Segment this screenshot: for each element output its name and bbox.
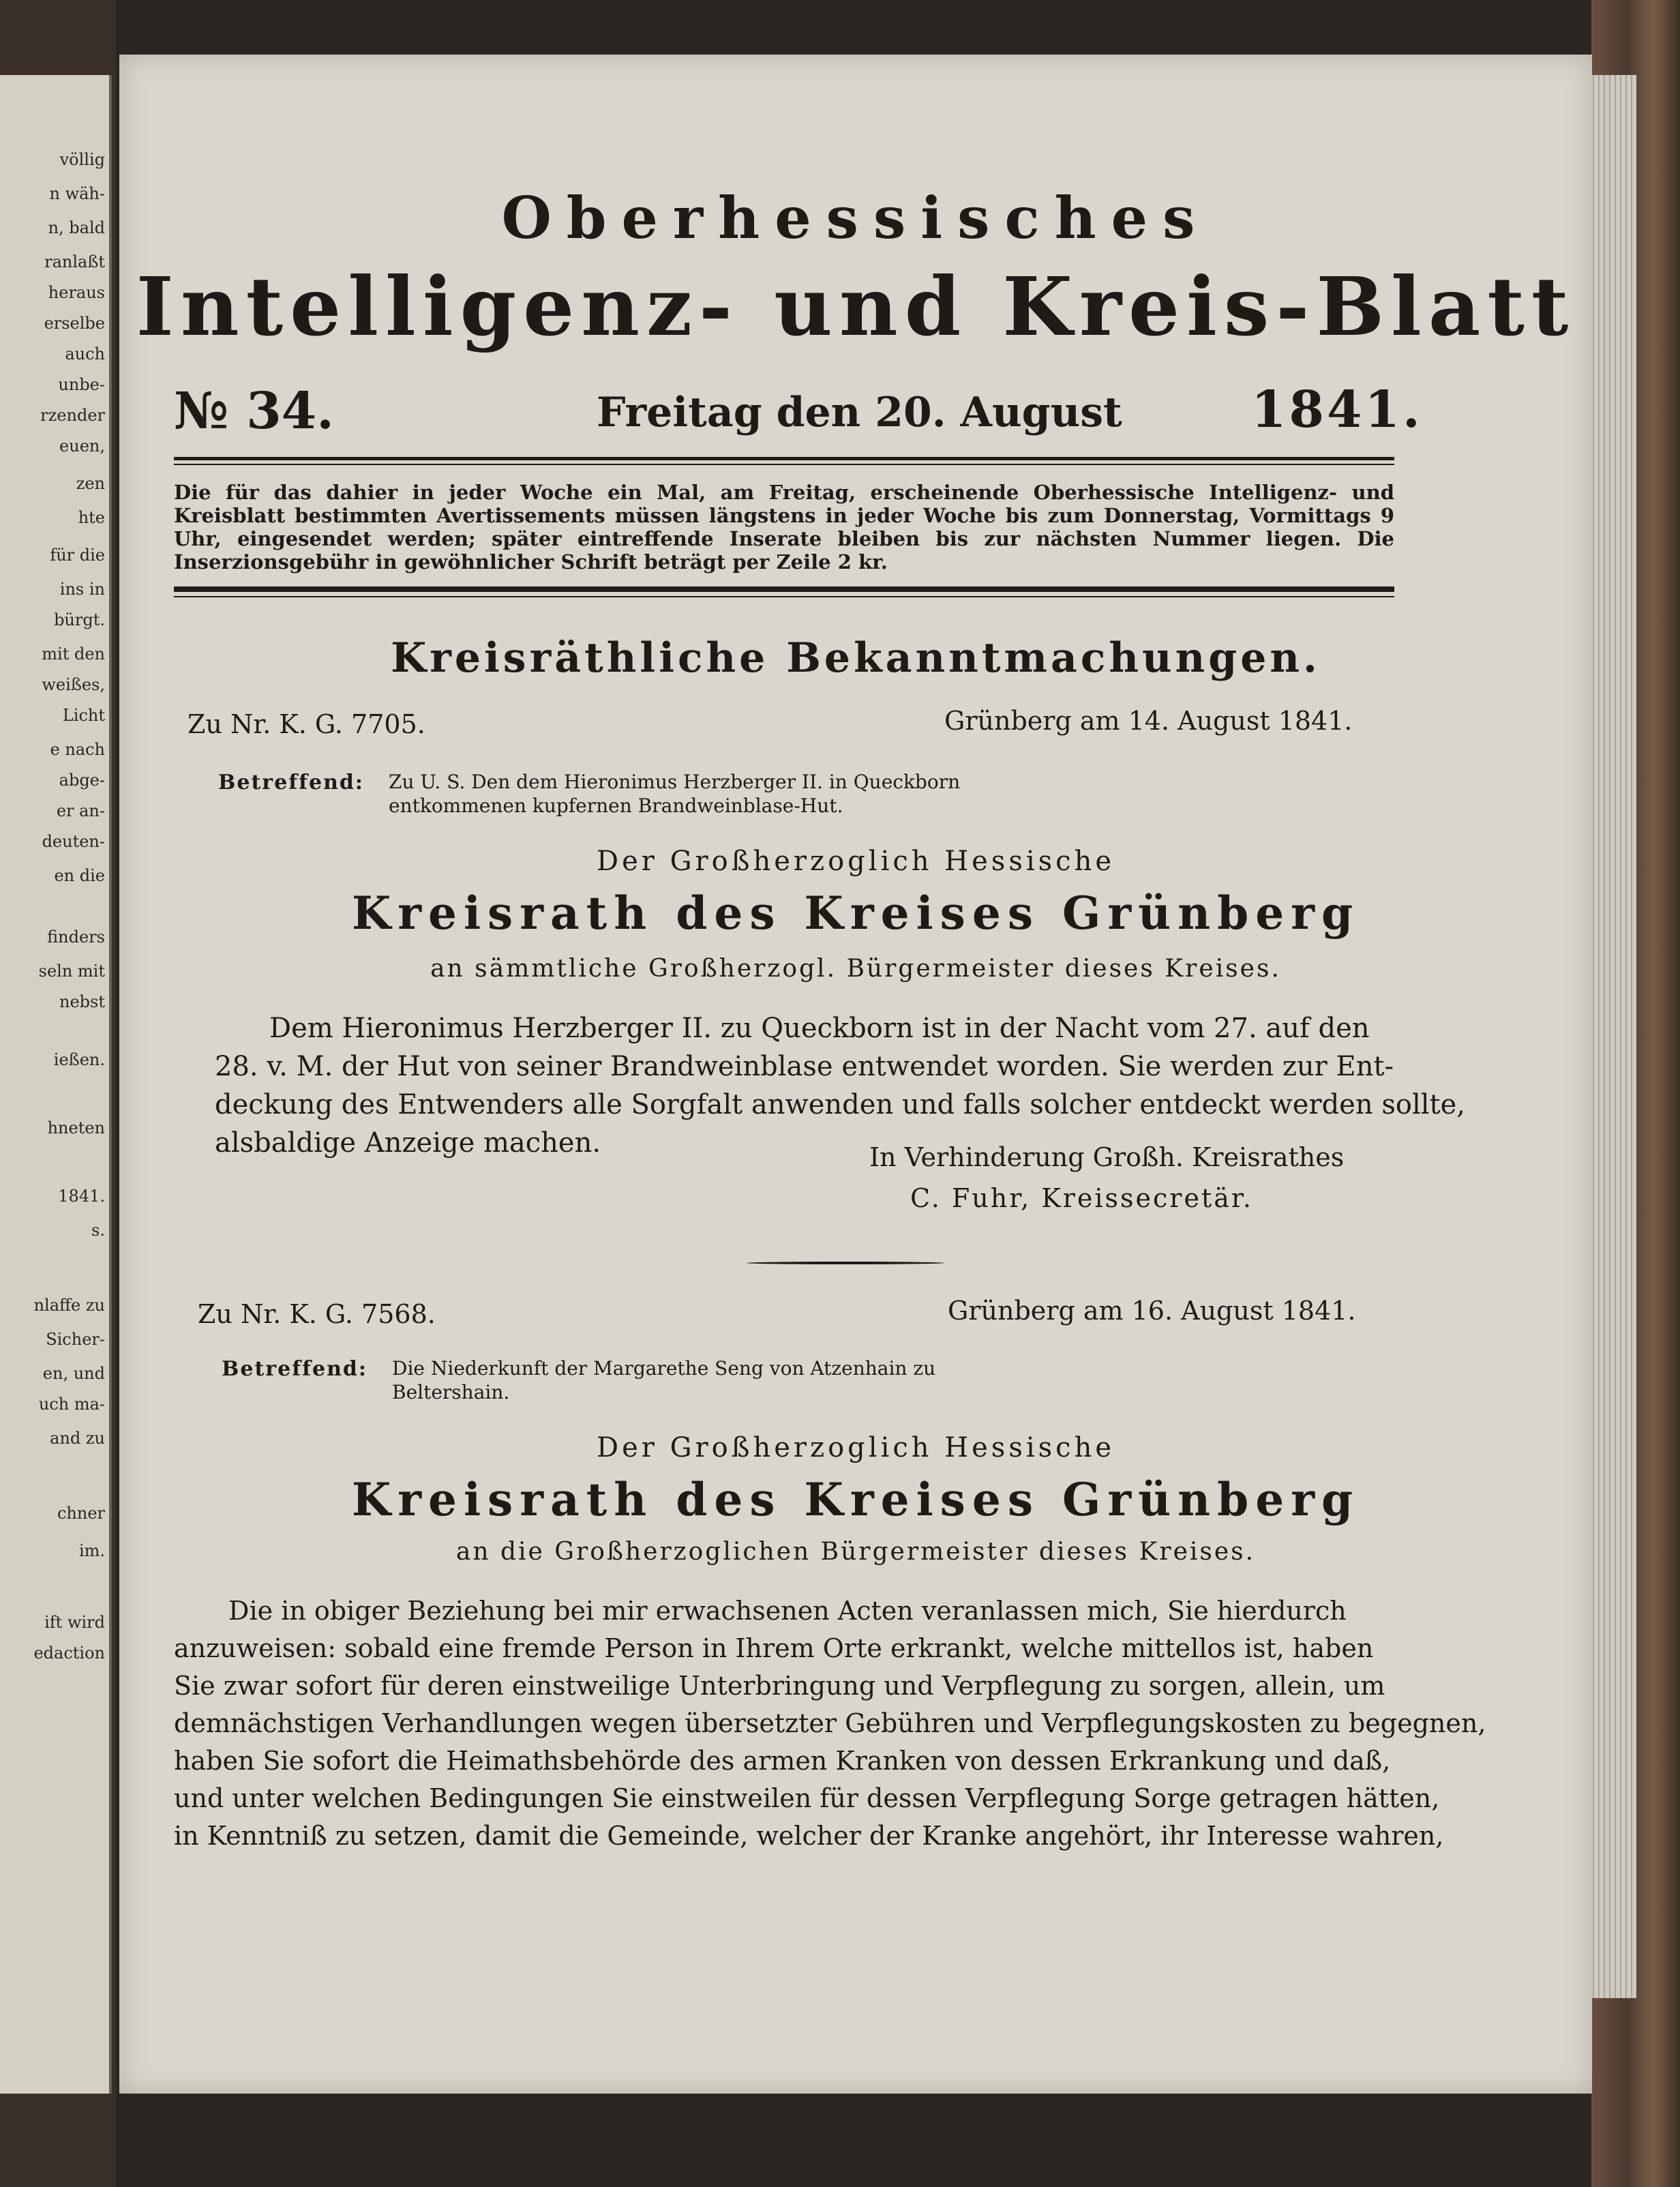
issue-date: Freitag den 20. August (597, 389, 1122, 436)
left-page-fragment: chner (57, 1504, 105, 1523)
left-page-fragment: ins in (59, 580, 105, 599)
left-page-fragment: seln mit (38, 962, 105, 981)
left-page-fragment: für die (50, 546, 105, 565)
body-line: deckung des Entwenders alle Sorgfalt anwenden und falls solcher entdeckt werden sollte, (215, 1089, 1465, 1120)
left-page-fragment: en die (54, 866, 105, 885)
announcement-2-authority: Der Großherzoglich Hessische (597, 1432, 1115, 1463)
announcement-1-kreisrath: Kreisrath des Kreises Grünberg (351, 887, 1360, 940)
left-page-fragment: hneten (47, 1118, 105, 1137)
body-line: haben Sie sofort die Heimathsbehörde des armen Kranken von dessen Erkrankung und daß, (174, 1746, 1391, 1776)
announcement-1-ref: Zu Nr. K. G. 7705. (188, 709, 425, 739)
left-page-fragment: rzender (40, 406, 105, 425)
body-line: Die in obiger Beziehung bei mir erwachsenen Acten veranlassen mich, Sie hierdurch (228, 1596, 1347, 1626)
left-page-fragment: bürgt. (54, 610, 105, 629)
announcement-1-subject-line2: entkommenen kupfernen Brandweinblase-Hut. (389, 794, 843, 817)
left-page-fragment: nebst (59, 992, 105, 1011)
left-page-fragment: Sicher- (46, 1330, 105, 1349)
announcement-2-subject-line1: Die Niederkunft der Margarethe Seng von Atzenhain zu (392, 1357, 936, 1380)
section-divider (747, 1262, 944, 1264)
left-page-fragment: deuten- (42, 832, 105, 851)
left-page-fragment: heraus (48, 283, 105, 302)
left-page-fragment: and zu (50, 1429, 105, 1448)
announcement-1-authority: Der Großherzoglich Hessische (597, 846, 1115, 877)
left-page-fragment: nlaffe zu (33, 1296, 105, 1315)
left-page-fragment: 1841. (58, 1187, 105, 1206)
left-page-fragment: e nach (50, 740, 105, 759)
section-title: Kreisräthliche Bekanntmachungen. (391, 634, 1321, 682)
left-page-fragment: zen (76, 474, 105, 493)
facing-page-left (0, 75, 112, 2094)
left-page-fragment: hte (78, 508, 105, 527)
body-line: und unter welchen Bedingungen Sie einstweilen für dessen Verpflegung Sorge getragen hätten, (174, 1783, 1440, 1813)
notice-rule-thin (174, 596, 1394, 597)
announcement-2-subject-label: Betreffend: (222, 1357, 368, 1381)
left-page-fragment: en, und (42, 1364, 105, 1383)
masthead-title: Intelligenz- und Kreis-Blatt (136, 259, 1576, 354)
left-page-fragment: erselbe (44, 314, 105, 333)
announcement-2-subject-line2: Beltershain. (392, 1381, 510, 1403)
announcement-1-subject-label: Betreffend: (218, 771, 364, 794)
left-page-fragment: mit den (42, 644, 105, 664)
left-page-fragment: Licht (62, 706, 105, 725)
announcement-2-kreisrath: Kreisrath des Kreises Grünberg (351, 1473, 1360, 1526)
left-page-fragment: edaction (33, 1643, 105, 1663)
left-page-fragment: abge- (59, 771, 105, 790)
announcement-2-place-date: Grünberg am 16. August 1841. (948, 1296, 1356, 1326)
issue-year: 1841. (1251, 381, 1423, 439)
body-line: Sie zwar sofort für deren einstweilige Unterbringung und Verpflegung zu sorgen, allein, um (174, 1671, 1385, 1701)
left-page-fragment: er an- (56, 801, 105, 820)
masthead-line1: Oberhessisches (501, 184, 1210, 252)
left-page-fragment: unbe- (58, 375, 105, 394)
body-line: 28. v. M. der Hut von seiner Brandweinblase entwendet worden. Sie werden zur Ent- (215, 1051, 1394, 1082)
announcement-2-ref: Zu Nr. K. G. 7568. (198, 1299, 436, 1329)
masthead-rule-thick (174, 457, 1394, 460)
left-page-fragment: ranlaßt (44, 252, 105, 271)
left-page-fragment: auch (65, 344, 105, 363)
announcement-2-body (174, 1592, 1486, 1855)
announcement-1-body (215, 1009, 1465, 1162)
left-page-fragment: finders (47, 927, 105, 947)
left-page-fragment: s. (91, 1221, 105, 1240)
announcement-1-signature-2: C. Fuhr, Kreissecretär. (910, 1183, 1253, 1213)
left-page-fragment: uch ma- (38, 1395, 105, 1414)
body-line: in Kenntniß zu setzen, damit die Gemeinde, welcher der Kranke angehört, ihr Interesse wahren, (174, 1821, 1444, 1851)
announcement-1-addressee: an sämmtliche Großherzogl. Bürgermeister dieses Kreises. (430, 955, 1281, 983)
submission-notice: Die für das dahier in jeder Woche ein Mal, am Freitag, erscheinende Oberhessische Intelligenz- und Kreisblatt bestimmten Avertissements müssen längstens in jeder Woche bis zum Donnerstag, Vormittags 9 Uhr, eingesendet werden; später eintreffende Inserate bleiben bis zur nächsten Nummer liegen. Die Inserzionsgebühr in gewöhnlicher Schrift beträgt per Zeile 2 kr. (174, 481, 1394, 574)
announcement-2-addressee: an die Großherzoglichen Bürgermeister dieses Kreises. (455, 1538, 1256, 1566)
body-line: anzuweisen: sobald eine fremde Person in Ihrem Orte erkrankt, welche mittellos ist, haben (174, 1633, 1374, 1663)
left-page-fragment: völlig (59, 150, 105, 169)
left-page-fragment: ift wird (44, 1613, 105, 1632)
notice-rule-thick (174, 586, 1394, 592)
left-page-fragment: weißes, (42, 675, 105, 694)
left-page-fragment: im. (78, 1541, 105, 1560)
body-line: demnächstigen Verhandlungen wegen übersetzter Gebühren und Verpflegungskosten zu begegnen, (174, 1708, 1486, 1738)
announcement-1-signature-1: In Verhinderung Großh. Kreisrathes (869, 1142, 1345, 1172)
left-page-fragment: ießen. (53, 1050, 105, 1069)
newspaper-page (119, 55, 1592, 2094)
announcement-1-subject-line1: Zu U. S. Den dem Hieronimus Herzberger II. in Queckborn (389, 771, 961, 793)
left-page-fragment: n wäh- (49, 184, 105, 203)
masthead-rule-thin (174, 464, 1394, 465)
issue-number: № 34. (174, 382, 334, 441)
body-line: alsbaldige Anzeige machen. (215, 1127, 601, 1159)
left-page-fragment: euen, (59, 436, 105, 456)
announcement-1-place-date: Grünberg am 14. August 1841. (944, 706, 1353, 736)
body-line: Dem Hieronimus Herzberger II. zu Queckborn ist in der Nacht vom 27. auf den (269, 1013, 1370, 1044)
left-page-fragment: n, bald (48, 218, 105, 237)
